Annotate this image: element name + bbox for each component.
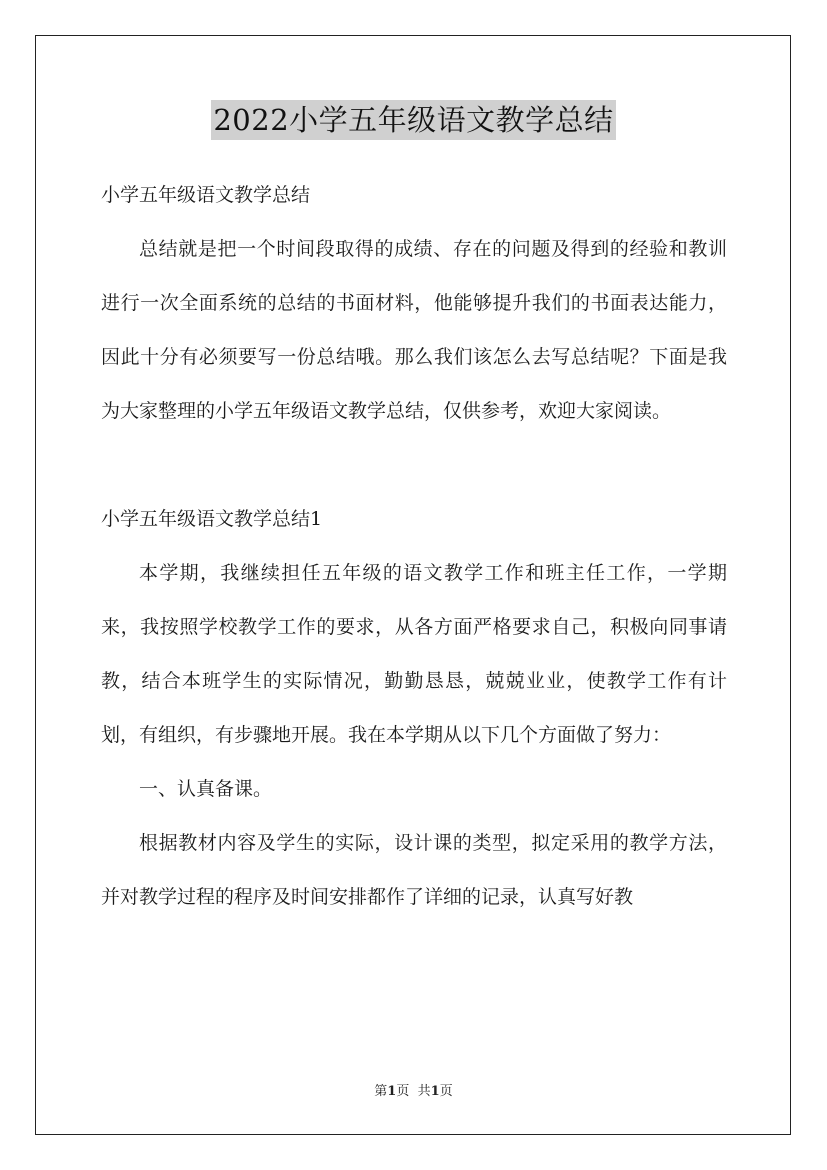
body-paragraph: 一、认真备课。 xyxy=(139,778,273,800)
section-heading: 小学五年级语文教学总结 xyxy=(101,184,311,206)
document-body xyxy=(101,168,727,924)
paragraph-gap xyxy=(101,438,727,492)
page-number-prefix: 第 xyxy=(374,1084,388,1099)
document-title: 2022小学五年级语文教学总结 xyxy=(211,100,615,140)
page-number-suffix: 页 xyxy=(396,1084,410,1099)
page-number-current: 1 xyxy=(387,1084,397,1099)
page-total-prefix: 共 xyxy=(417,1084,431,1099)
body-paragraph: 根据教材内容及学生的实际，设计课的类型，拟定采用的教学方法，并对教学过程的程序及时间安排都作了详细的记录，认真写好教 xyxy=(101,832,727,908)
page-footer xyxy=(0,1083,827,1101)
section-heading: 小学五年级语文教学总结1 xyxy=(101,508,323,530)
title-container xyxy=(0,100,827,140)
body-paragraph: 本学期，我继续担任五年级的语文教学工作和班主任工作，一学期来，我按照学校教学工作的要求，从各方面严格要求自己，积极向同事请教，结合本班学生的实际情况，勤勤恳恳，兢兢业业，使教学工作有计划，有组织，有步骤地开展。我在本学期从以下几个方面做了努力： xyxy=(101,562,727,746)
page-total-suffix: 页 xyxy=(439,1084,453,1099)
body-paragraph: 总结就是把一个时间段取得的成绩、存在的问题及得到的经验和教训进行一次全面系统的总结的书面材料，他能够提升我们的书面表达能力，因此十分有必须要写一份总结哦。那么我们该怎么去写总结呢？下面是我为大家整理的小学五年级语文教学总结，仅供参考，欢迎大家阅读。 xyxy=(101,238,727,422)
page-number-total: 1 xyxy=(430,1084,440,1099)
